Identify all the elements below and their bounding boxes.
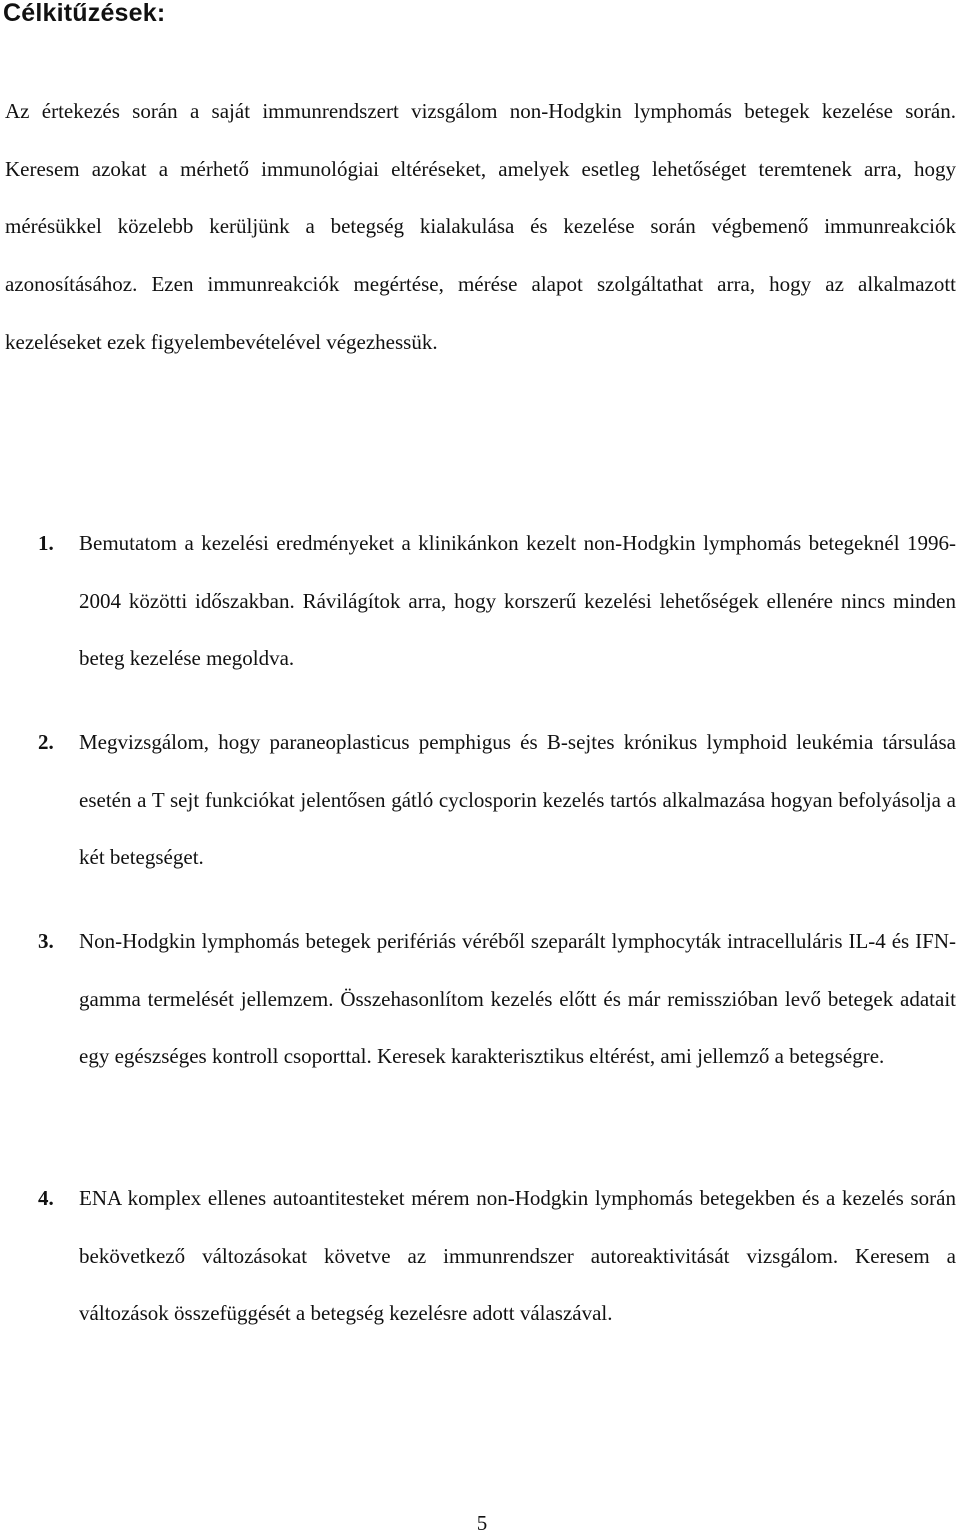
- item-text: Bemutatom a kezelési eredményeket a klinikánkon kezelt non-Hodgkin lymphomás betegeknél 1996-2004 közötti időszakban. Rávilágítok arra, hogy korszerű kezelési lehetőségek ellenére nincs minden beteg kezelése megoldva.: [79, 531, 956, 671]
- page-number: 5: [476, 1511, 488, 1535]
- objective-item-3: [38, 913, 956, 1086]
- item-text: ENA komplex ellenes autoantitesteket mérem non-Hodgkin lymphomás betegekben és a kezelés során bekövetkező változásokat követve az immunrendszer autoreaktivitását vizsgálom. Keresem a változások összefüggését a betegség kezelésre adott válaszával.: [79, 1186, 956, 1326]
- objective-item-1: [38, 515, 956, 688]
- intro-paragraph: Az értekezés során a saját immunrendszert vizsgálom non-Hodgkin lymphomás betegek kezelése során. Keresem azokat a mérhető immunológiai eltéréseket, amelyek esetleg lehetőséget teremtenek arra, hogy mérésükkel közelebb kerüljünk a betegség kialakulása és kezelése során végbemenő immunreakciók azonosításához. Ezen immunreakciók megértése, mérése alapot szolgáltathat arra, hogy az alkalmazott kezeléseket ezek figyelembevételével végezhessük.: [5, 99, 956, 354]
- item-number: 3.: [38, 929, 54, 953]
- item-number: 1.: [38, 531, 54, 555]
- item-text: Non-Hodgkin lymphomás betegek perifériás véréből szeparált lymphocyták intracelluláris IL-4 és IFN-gamma termelését jellemzem. Összehasonlítom kezelés előtt és már remisszióban levő betegek adatait egy egészséges kontroll csoporttal. Keresek karakterisztikus eltérést, ami jellemző a betegségre.: [79, 929, 956, 1069]
- objective-item-2: [38, 714, 956, 887]
- page-title: Célkitűzések:: [3, 0, 166, 27]
- item-number: 4.: [38, 1186, 54, 1210]
- item-number: 2.: [38, 730, 54, 754]
- item-text: Megvizsgálom, hogy paraneoplasticus pemphigus és B-sejtes krónikus lymphoid leukémia társulása esetén a T sejt funkciókat jelentősen gátló cyclosporin kezelés tartós alkalmazása hogyan befolyásolja a két betegséget.: [79, 730, 956, 870]
- objective-item-4: [38, 1170, 956, 1343]
